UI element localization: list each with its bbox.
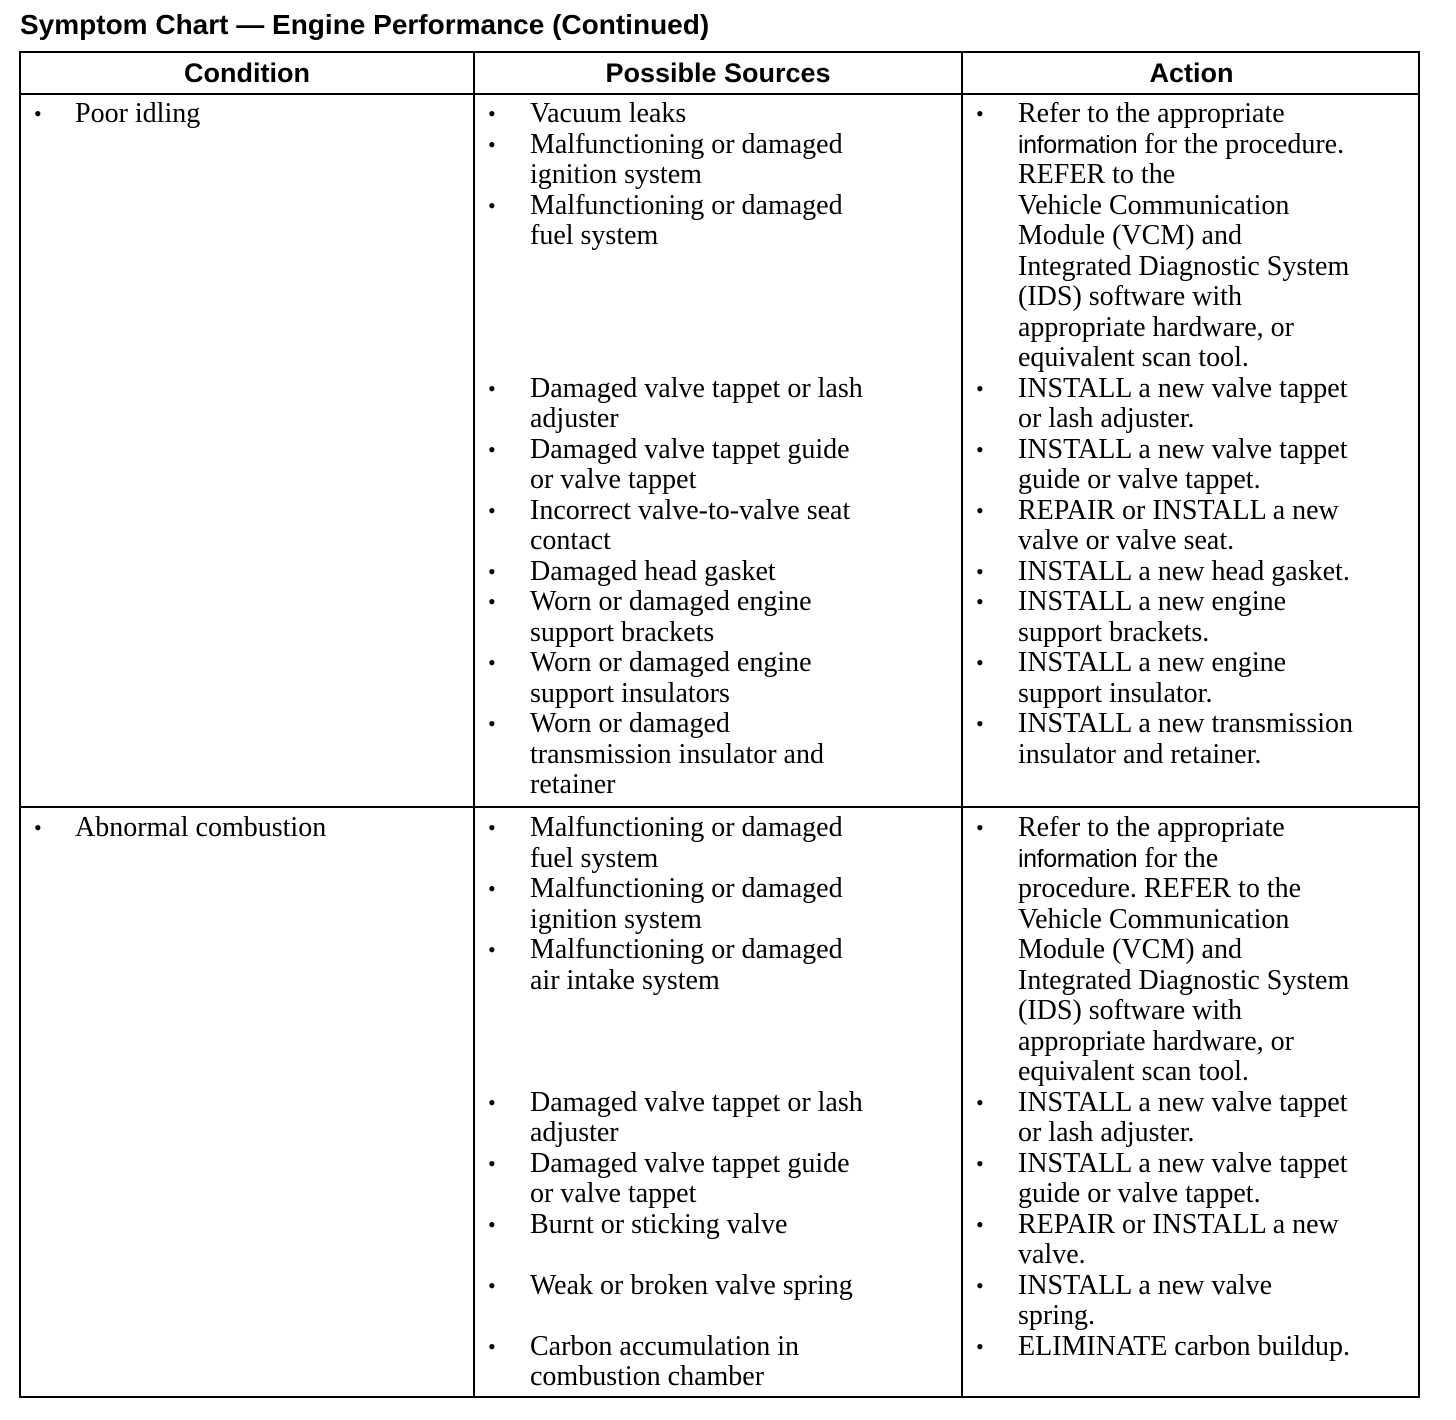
action-text: REFER to the (1018, 159, 1176, 190)
bullet-icon: • (976, 375, 984, 401)
source-text: Carbon accumulation in (530, 1330, 800, 1362)
source-text: Damaged valve tappet or lash (530, 1086, 863, 1118)
bullet-icon: • (488, 558, 496, 584)
source-text: or valve tappet (530, 1178, 697, 1209)
header-possible-sources: Possible Sources (605, 58, 831, 88)
source-text: fuel system (530, 220, 659, 251)
page-title: Symptom Chart — Engine Performance (Continued) (20, 9, 710, 40)
information-word: information (1018, 844, 1138, 873)
source-text: Damaged valve tappet or lash (530, 372, 863, 404)
bullet-icon: • (488, 1211, 496, 1237)
bullet-icon: • (488, 192, 496, 218)
column-divider (473, 53, 475, 1396)
bullet-icon: • (976, 1333, 984, 1359)
source-text: adjuster (530, 403, 619, 434)
action-text: REPAIR or INSTALL a new (1018, 494, 1339, 526)
source-text: transmission insulator and (530, 738, 824, 770)
source-text: Malfunctioning or damaged (530, 189, 843, 221)
source-text: Vacuum leaks (530, 98, 687, 129)
action-text: INSTALL a new valve tappet (1018, 433, 1348, 465)
bullet-icon: • (976, 497, 984, 523)
source-text: Worn or damaged engine (530, 586, 812, 617)
bullet-icon: • (488, 1272, 496, 1298)
action-text: Refer to the appropriate (1018, 98, 1285, 129)
bullet-icon: • (976, 815, 984, 840)
bullet-icon: • (488, 650, 496, 675)
source-text: Malfunctioning or damaged (530, 873, 843, 904)
action-text: Module (VCM) and (1018, 220, 1242, 251)
action-text: Vehicle Communication (1018, 903, 1290, 935)
condition-text: Abnormal combustion (75, 812, 327, 843)
source-text: Damaged head gasket (530, 555, 776, 587)
information-word: information (1018, 130, 1138, 159)
action-text: (IDS) software with (1018, 281, 1242, 312)
bullet-icon: • (488, 375, 496, 401)
action-text: insulator and retainer. (1018, 738, 1262, 770)
source-text: or valve tappet (530, 464, 697, 495)
action-text: equivalent scan tool. (1018, 342, 1249, 373)
action-text: guide or valve tappet. (1018, 464, 1261, 495)
source-text: Malfunctioning or damaged (530, 934, 843, 965)
bullet-icon: • (488, 876, 496, 901)
action-text: Refer to the appropriate (1018, 812, 1285, 843)
action-text: support brackets. (1018, 616, 1210, 648)
action-text: INSTALL a new head gasket. (1018, 555, 1350, 587)
source-text: fuel system (530, 842, 659, 874)
bullet-icon: • (976, 1150, 984, 1176)
action-text: INSTALL a new valve tappet (1018, 372, 1348, 404)
action-text: appropriate hardware, or (1018, 311, 1294, 343)
source-text: ignition system (530, 159, 702, 190)
header-action: Action (1149, 58, 1234, 88)
action-text-continued: for the procedure. (1144, 128, 1345, 160)
source-text: ignition system (530, 903, 702, 935)
source-text: Incorrect valve-to-valve seat (530, 494, 851, 526)
action-text (1018, 130, 1344, 161)
row-divider (21, 806, 1418, 808)
action-text: guide or valve tappet. (1018, 1178, 1261, 1209)
source-text: contact (530, 525, 611, 556)
source-text: Damaged valve tappet guide (530, 1147, 850, 1179)
source-text: Malfunctioning or damaged (530, 128, 843, 160)
condition-text: Poor idling (75, 98, 201, 129)
source-text: combustion chamber (530, 1361, 765, 1392)
bullet-icon: • (976, 101, 984, 126)
bullet-icon: • (976, 650, 984, 675)
action-text: support insulator. (1018, 677, 1213, 709)
action-text: valve. (1018, 1239, 1086, 1270)
source-text: retainer (530, 769, 616, 800)
action-text: equivalent scan tool. (1018, 1056, 1249, 1087)
action-text: ELIMINATE carbon buildup. (1018, 1330, 1351, 1362)
action-text: Integrated Diagnostic System (1018, 250, 1350, 282)
bullet-icon: • (976, 1272, 984, 1298)
bullet-icon: • (976, 558, 984, 584)
action-text: valve or valve seat. (1018, 525, 1235, 556)
source-text: Worn or damaged engine (530, 647, 812, 678)
bullet-icon: • (488, 497, 496, 523)
bullet-icon: • (488, 589, 496, 614)
bullet-icon: • (976, 436, 984, 462)
action-text: INSTALL a new transmission (1018, 708, 1354, 739)
source-text: Malfunctioning or damaged (530, 812, 843, 843)
bullet-icon: • (976, 1211, 984, 1237)
bullet-icon: • (976, 1089, 984, 1115)
action-text-continued: for the (1144, 842, 1219, 874)
action-text (1018, 844, 1218, 875)
action-text: or lash adjuster. (1018, 1117, 1195, 1148)
action-text: INSTALL a new valve tappet (1018, 1086, 1348, 1118)
source-text: support insulators (530, 677, 730, 709)
bullet-icon: • (488, 937, 496, 962)
action-text: procedure. REFER to the (1018, 873, 1302, 904)
action-text: spring. (1018, 1300, 1095, 1331)
action-text: or lash adjuster. (1018, 403, 1195, 434)
bullet-icon: • (976, 711, 984, 736)
bullet-icon: • (488, 131, 496, 157)
action-text: Module (VCM) and (1018, 934, 1242, 965)
action-text: INSTALL a new engine (1018, 647, 1287, 678)
action-text: (IDS) software with (1018, 995, 1242, 1026)
source-text: Weak or broken valve spring (530, 1269, 853, 1301)
source-text: Damaged valve tappet guide (530, 433, 850, 465)
source-text: Burnt or sticking valve (530, 1208, 788, 1240)
bullet-icon: • (488, 101, 496, 126)
action-text: appropriate hardware, or (1018, 1025, 1294, 1057)
action-text: Vehicle Communication (1018, 189, 1290, 221)
source-text: air intake system (530, 964, 720, 996)
action-text: INSTALL a new valve (1018, 1269, 1273, 1301)
action-text: INSTALL a new engine (1018, 586, 1287, 617)
source-text: Worn or damaged (530, 708, 730, 739)
column-divider (961, 53, 963, 1396)
bullet-icon: • (488, 1333, 496, 1359)
source-text: support brackets (530, 616, 715, 648)
action-text: Integrated Diagnostic System (1018, 964, 1350, 996)
bullet-icon: • (488, 1089, 496, 1115)
bullet-icon: • (976, 589, 984, 614)
header-condition: Condition (184, 58, 310, 88)
bullet-icon: • (488, 436, 496, 462)
bullet-icon: • (34, 101, 42, 126)
bullet-icon: • (488, 1150, 496, 1176)
source-text: adjuster (530, 1117, 619, 1148)
bullet-icon: • (488, 815, 496, 840)
bullet-icon: • (34, 815, 42, 840)
action-text: INSTALL a new valve tappet (1018, 1147, 1348, 1179)
bullet-icon: • (488, 711, 496, 736)
action-text: REPAIR or INSTALL a new (1018, 1208, 1339, 1240)
